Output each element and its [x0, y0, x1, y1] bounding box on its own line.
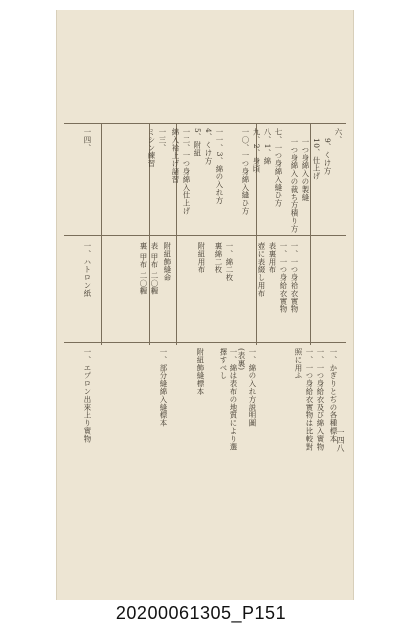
middle-rule-lower [64, 342, 346, 343]
toc-entry: 六、 [334, 128, 343, 144]
toc-entry: 表裏用布 [268, 242, 277, 274]
toc-entry: 裏 甲布 二〇糎 [139, 242, 148, 296]
toc-entry: ミシン練習 [147, 128, 156, 168]
toc-entry: 9、くけ方 [323, 138, 332, 175]
toc-entry: 5、附紐 [193, 128, 202, 157]
toc-entry: 一三、 [158, 128, 167, 152]
toc-entry: 一〇、一つ身綿入縫ひ方 [241, 128, 250, 215]
toc-entry: 九、2、身頃 [252, 128, 261, 173]
toc-entry: 一、綿の入れ方説明圖 [248, 348, 257, 427]
middle-rule-upper [64, 235, 346, 236]
toc-entry: 一、一つ身給衣實物 [279, 242, 288, 314]
toc-entry: 壺に表綴し用布 [257, 242, 266, 298]
toc-entry: 擇すべし [219, 348, 228, 380]
toc-entry: 七、一つ身綿入縫ひ方 [274, 128, 283, 207]
toc-entry: 一、部分縫綿入縫標本 [159, 348, 168, 427]
toc-entry: 一、一つ身給衣及び綿入實物 [316, 348, 325, 451]
image-caption: 20200061305_P151 [115, 603, 287, 623]
toc-entry: 照に用ふ [294, 348, 303, 380]
toc-entry: 八、1、綿 [263, 128, 272, 165]
toc-entry: 一四、 [83, 128, 92, 152]
toc-entry: 一、かぎりとぢの各種標本 [329, 348, 338, 443]
toc-entry: 4、くけ方 [204, 128, 213, 165]
toc-entry: 綿入袷上げ諸習 [171, 128, 180, 184]
toc-entry: 一、一つ身袷衣實物 [290, 242, 299, 314]
toc-entry: 一、綿は表布の地質により選 [229, 348, 238, 451]
toc-entry: 一つ身綿入の製縫 [301, 138, 310, 202]
toc-entry: 裏綿二枚 [214, 242, 223, 274]
toc-entry: 10、仕上げ [312, 138, 321, 181]
top-rule [64, 123, 346, 124]
toc-entry: 一、一つ身給衣實物は比較對 [305, 348, 314, 451]
toc-entry: 一二、一つ身綿入仕上げ [182, 128, 191, 215]
toc-entry: 附紐飾縫命 [163, 242, 172, 282]
toc-entry: 表 甲布 二〇糎 [150, 242, 159, 296]
divider [101, 123, 102, 345]
toc-entry: 一つ身綿入の裁ち方積り方 [290, 138, 299, 233]
toc-entry: 附紐飾縫標本 [196, 348, 205, 396]
toc-entry: 一、綿二枚 [225, 242, 234, 282]
toc-entry: 一、エプロン出來上り實物 [83, 348, 92, 443]
toc-entry: (表裏) [237, 348, 246, 371]
toc-entry: 一一、3、綿の入れ方 [215, 128, 224, 205]
book-page [56, 10, 354, 600]
toc-entry: 一、ハトロン紙 [83, 242, 92, 298]
page-number: 一四八 [336, 428, 345, 452]
divider [310, 123, 311, 345]
toc-entry: 附紐用布 [197, 242, 206, 274]
